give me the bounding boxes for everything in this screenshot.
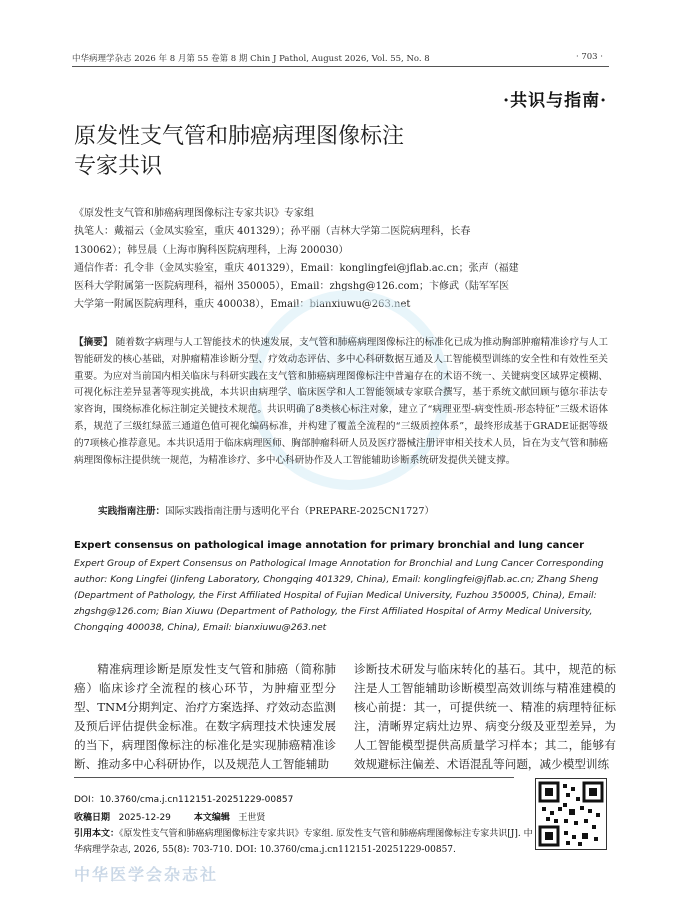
page-number: · 703 · [575, 52, 603, 62]
article-title [74, 122, 494, 182]
doi[interactable]: DOI：10.3760/cma.j.cn112151-20251229-00857 [74, 795, 294, 805]
abstract-label: 【摘要】 [74, 337, 113, 348]
qr-code-icon[interactable] [535, 778, 607, 850]
received-value: 2025-12-29 [118, 813, 171, 823]
received-editor [74, 810, 265, 823]
english-title: Expert consensus on pathological image annotation for primary bronchial and lung cancer [74, 540, 585, 551]
author-line: 《原发性支气管和肺癌病理图像标注专家共识》专家组 [74, 208, 314, 219]
received-label: 收稿日期 [74, 813, 111, 823]
section-tag: ·共识与指南· [503, 91, 607, 111]
cite-text: 《原发性支气管和肺癌病理图像标注专家共识》专家组. 原发性支气管和肺癌病理图像标注专家共识[J]. 中华病理学杂志, 2026, 55(8): 703-710. DOI: 10.3760/cma.j.cn112151-20251229-00857. [74, 829, 533, 855]
author-line: 大学第一附属医院病理科，重庆 400038），Email：bianxiuwu@263.net [74, 299, 411, 311]
journal-header: 中华病理学杂志 2026 年 8 月第 55 卷第 8 期 Chin J Pathol, August 2026, Vol. 55, No. 8 [72, 54, 430, 64]
footer-rule [74, 777, 514, 778]
author-line: 执笔人：戴福云（金凤实验室，重庆 401329）；孙平丽（吉林大学第二医院病理科，长春 [74, 226, 471, 238]
publisher-watermark-logo: 中华医学会杂志社 [74, 865, 219, 884]
header-rule [72, 66, 609, 67]
registration [98, 503, 608, 517]
title-line: 原发性支气管和肺癌病理图像标注 [74, 124, 405, 149]
body-right-column: 诊断技术研发与临床转化的基石。其中，规范的标注是人工智能辅助诊断模型高效训练与精准建模的核心前提：其一，可提供统一、精准的病理特征标注，清晰界定病灶边界、病变分级及亚型差异，为人工智能模型提供高质量学习样本；其二，能够有效规避标注偏差、术语混乱等问题，减少模型训练 [354, 662, 616, 771]
english-abstract: Expert Group of Expert Consensus on Pathological Image Annotation for Bronchial and Lung Cancer Corresponding author: Kong Lingfei (Jinfeng Laboratory, Chongqing 401329, China), Email: konglingfei@jflab.ac.cn; Zhang Sheng (Department of Pathology, the First Affiliated Hospital of Fujian Medical University, Fuzhou 350005, China), Email: zhgshg@126.com; Bian Xiuwu (Department of Pathology, the First Affiliated Hospital of Army Medical University, Chongqing 400038, China), Email: bianxiuwu@263.net [74, 558, 604, 634]
title-line: 专家共识 [74, 154, 163, 179]
citation [74, 826, 534, 858]
cite-label: 引用本文： [74, 829, 120, 839]
editor-value: 王世贤 [238, 813, 266, 823]
registration-text: 国际实践指南注册与透明化平台（PREPARE-2025CN1727） [165, 506, 435, 517]
author-line: 130062）；韩昱晨（上海市胸科医院病理科，上海 200030） [74, 244, 349, 256]
registration-label: 实践指南注册： [98, 506, 166, 517]
editor-label: 本文编辑 [193, 813, 230, 823]
abstract [74, 335, 608, 469]
abstract-text: 随着数字病理与人工智能技术的快速发展，支气管和肺癌病理图像标注的标准化已成为推动胸部肿瘤精准诊疗与人工智能研发的核心基础，对肿瘤精准诊断分型、疗效动态评估、多中心科研数据互通及人工智能模型训练的安全性和有效性至关重要。为应对当前国内相关临床与科研实践在支气管和肺癌病理图像标注中普遍存在的术语不统一、关键病变区域界定模糊、可视化标注差异显著等现实挑战，本共识由病理学、临床医学和人工智能领域专家联合撰写，基于系统文献回顾与德尔菲法专家咨询，围绕标准化标注制定关键技术规范。共识明确了8类核心标注对象，建立了“病理亚型-病变性质-形态特征”三级术语体系，规范了三级红绿蓝三通道色值可视化编码标准，并构建了覆盖全流程的“三级质控体系”，最终形成基于GRADE证据等级的7项核心推荐意见。本共识适用于临床病理医师、胸部肿瘤科研人员及医疗器械注册评审相关技术人员，旨在为支气管和肺癌病理图像标注提供统一规范，为精准诊疗、多中心科研协作及人工智能辅助诊断系统研发提供关键支撑。 [74, 337, 608, 466]
qr-code-graphic [536, 779, 606, 849]
body-left-column: 精准病理诊断是原发性支气管和肺癌（简称肺癌）临床诊疗全流程的核心环节，为肿瘤亚型分型、TNM分期判定、治疗方案选择、疗效动态监测及预后评估提供金标准。在数字病理技术快速发展的当下，病理图像标注的标准化是实现肺癌精准诊断、推动多中心科研协作，以及规范人工智能辅助 [74, 662, 336, 771]
author-line: 医科大学附属第一医院病理科，福州 350005），Email：zhgshg@126.com；卞修武（陆军军医 [74, 281, 509, 293]
author-line: 通信作者：孔令非（金凤实验室，重庆 401329），Email：konglingfei@jflab.ac.cn；张声（福建 [74, 262, 519, 274]
